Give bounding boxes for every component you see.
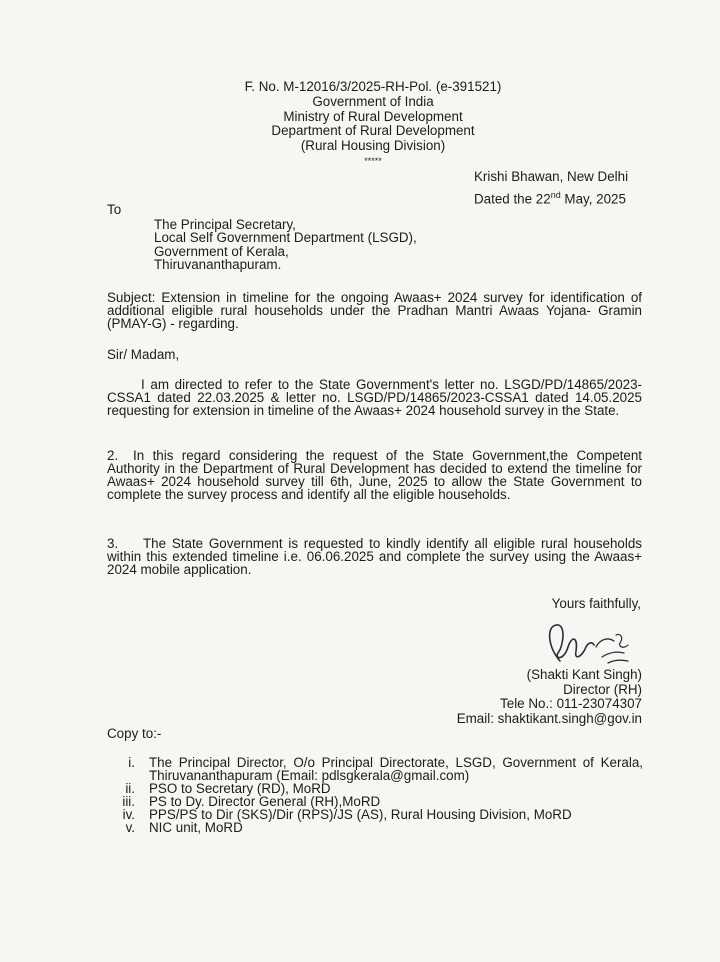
place-and-date [474, 167, 674, 208]
file-number: F. No. M-12016/3/2025-RH-Pol. (e-391521) [244, 79, 502, 94]
date-line: Dated the 22nd May, 2025 [474, 190, 626, 207]
addressee-line: The Principal Secretary, [154, 217, 296, 232]
paragraph-1: I am directed to refer to the State Government's letter no. LSGD/PD/14865/2023-CSSA1 dated 22.03.2025 & letter no. LSGD/PD/14865/2023-CSSA1 dated 14.05.2025 requesting for extension in timeline of the Awaas+ 2024 household survey in the State. [107, 377, 642, 419]
letter-header [150, 80, 596, 169]
copy-to-list [118, 756, 643, 835]
addressee-block [154, 218, 494, 272]
list-item: ii. PSO to Secretary (RD), MoRD [125, 781, 331, 797]
location: Krishi Bhawan, New Delhi [474, 169, 629, 184]
subject-line: Subject: Extension in timeline for the ongoing Awaas+ 2024 survey for identification of additional eligible rural households under the Pradhan Mantri Awaas Yojana- Gramin (PMAY-G) - regarding. [107, 290, 642, 332]
signer-telephone: Tele No.: 011-23074307 [500, 696, 642, 711]
addressee-line: Local Self Government Department (LSGD), [154, 230, 417, 246]
to-label: To [107, 202, 122, 217]
division-name: (Rural Housing Division) [300, 138, 446, 154]
list-item: v. NIC unit, MoRD [125, 820, 243, 836]
list-item: i. The Principal Director, O/o Principal Directorate, LSGD, Government of Kerala, Thiruvananthapuram (Email: pdlsgkerala@gmail.com) [128, 755, 643, 784]
salutation: Sir/ Madam, [107, 347, 180, 362]
list-item: iii. PS to Dy. Director General (RH),MoRD [122, 794, 381, 810]
signer-block [342, 668, 642, 726]
copy-to-label: Copy to:- [107, 726, 162, 741]
department-name: Department of Rural Development [271, 123, 475, 139]
closing-phrase: Yours faithfully, [551, 596, 641, 611]
signer-email: Email: shaktikant.singh@gov.in [456, 710, 642, 726]
addressee-line: Government of Kerala, [154, 243, 289, 259]
paragraph-2: 2. In this regard considering the request of the State Government,the Competent Authority in the Department of Rural Development has decided to extend the timeline for Awaas+ 2024 household survey till 6th, June, 2025 to allow the State Government to complete the survey process and identify all the eligible households. [107, 448, 642, 503]
paragraph-3: 3. The State Government is requested to kindly identify all eligible rural households within this extended timeline i.e. 06.06.2025 and complete the survey using the Awaas+ 2024 mobile application. [107, 536, 642, 578]
signer-designation: Director (RH) [563, 681, 642, 697]
government-name: Government of India [312, 93, 434, 109]
header-stars: ***** [364, 155, 382, 166]
list-item: iv. PPS/PS to Dir (SKS)/Dir (RPS)/JS (AS), Rural Housing Division, MoRD [122, 807, 572, 823]
ministry-name: Ministry of Rural Development [283, 108, 463, 124]
addressee-line: Thiruvananthapuram. [154, 257, 282, 273]
signer-name: (Shakti Kant Singh) [526, 667, 642, 682]
